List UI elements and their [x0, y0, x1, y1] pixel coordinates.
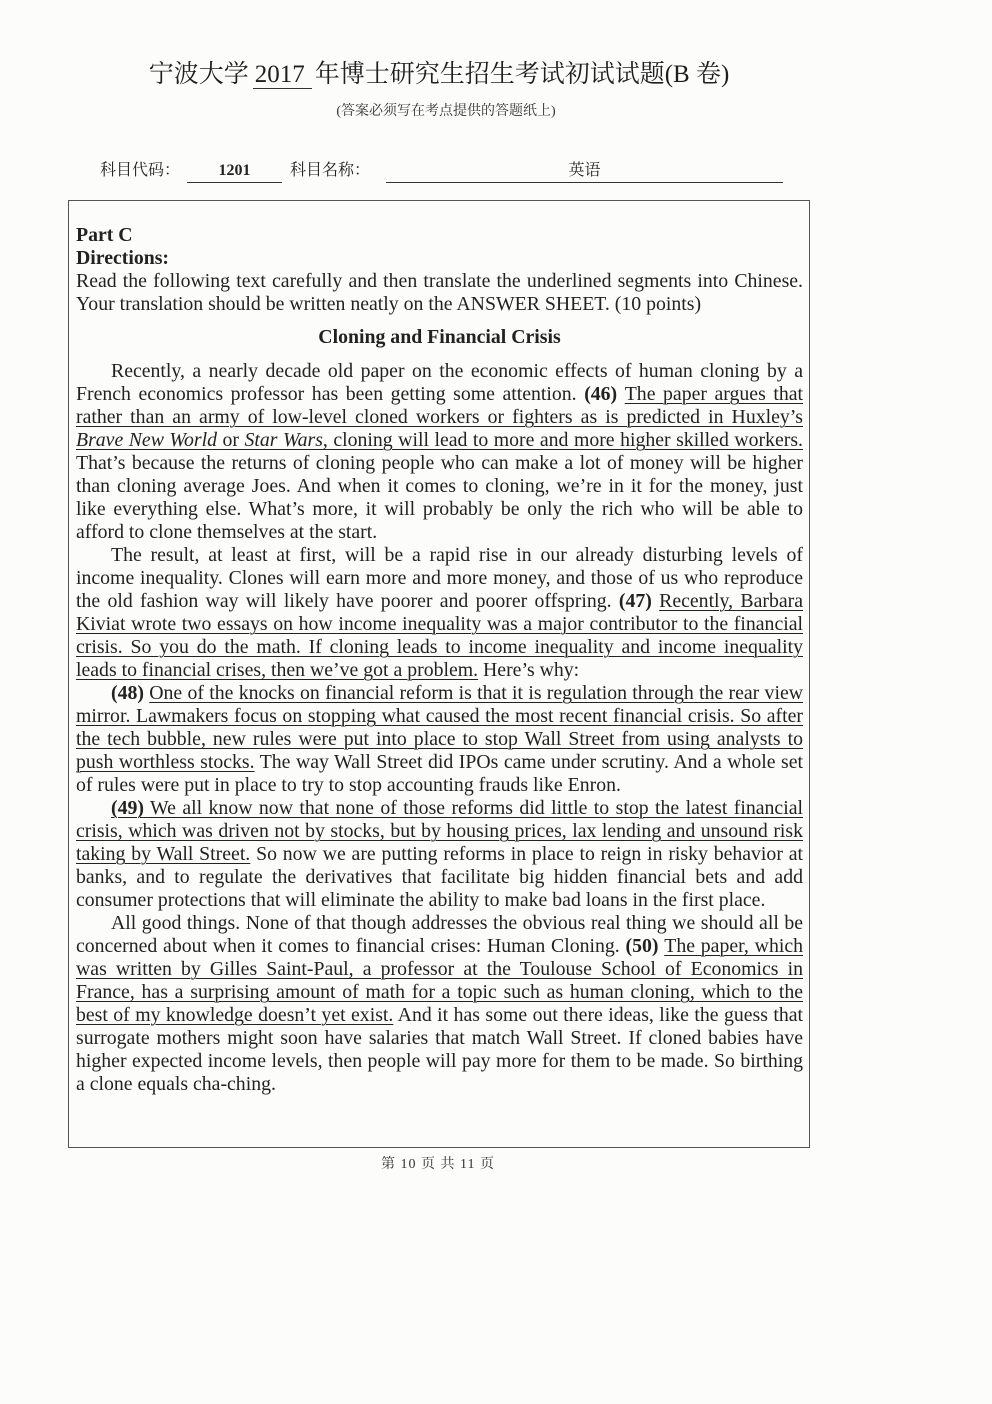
part-label: Part C — [76, 224, 133, 246]
answer-instruction: (答案必须写在考点提供的答题纸上) — [336, 104, 556, 119]
question-number-48: (48) — [111, 682, 150, 704]
plain-text: That’s because the returns of cloning people who can make a lot of money will be higher than cloning average Joes. And when it comes to cloning, we’re in it for the money, just like everything else. What’s more, it will probably be only the rich who will be able to afford to clone themselves at the start. — [76, 452, 803, 543]
passage-title: Cloning and Financial Crisis — [318, 326, 561, 348]
translation-segment-47: Recently, Barbara Kiviat wrote two essays on how income inequality was a major contributor to the financial crisis. So you do the math. If cloning leads to income inequality and income inequality leads to financial crises, then we’ve got a problem. — [76, 590, 803, 681]
plain-text: So now we are putting reforms in place to reign in risky behavior at banks, and to regulate the derivatives that facilitate big hidden financial bets and add consumer protections that will eliminate the ability to make bad loans in the first place. — [76, 843, 803, 911]
plain-text: And it has some out there ideas, like the guess that surrogate mothers might soon have salaries that match Wall Street. If cloned babies have higher expected income levels, then people will pay more for them to be made. So birthing a clone equals cha-ching. — [76, 1004, 803, 1095]
plain-text: The way Wall Street did IPOs came under scrutiny. And a whole set of rules were put in place to try to stop accounting frauds like Enron. — [76, 751, 804, 796]
underlined-text: , cloning will lead to more and more higher skilled workers. — [322, 429, 804, 451]
question-number-49: (49) — [111, 797, 144, 819]
paragraph-4 — [76, 797, 803, 912]
subject-name-field: 英语 — [386, 160, 783, 183]
subject-code-field: 1201 — [187, 160, 282, 183]
italic-title-star-wars: Star Wars — [244, 429, 323, 451]
plain-text: Recently, a nearly decade old paper on the economic effects of human cloning by a French economics professor has been getting some attention. — [76, 360, 803, 405]
directions-label: Directions: — [76, 247, 170, 269]
italic-title-brave-new-world: Brave New World — [76, 429, 218, 451]
question-number-47: (47) — [618, 590, 660, 612]
paragraph-2 — [76, 544, 803, 682]
paragraph-3 — [76, 682, 803, 797]
paragraph-1 — [76, 360, 803, 544]
subject-code-label: 科目代码： — [100, 162, 181, 179]
underlined-text: The paper argues that rather than an army of low-level cloned workers or fighters as is predicted in Huxley’s — [76, 383, 804, 428]
title-exam-name: 年博士研究生招生考试初试试题(B 卷) — [314, 61, 730, 88]
underlined-text: or — [217, 429, 245, 451]
title-university: 宁波大学 — [148, 61, 249, 88]
question-box — [68, 200, 810, 1148]
plain-text: The result, at least at first, will be a rapid rise in our already disturbing levels of income inequality. Clones will earn more and more money, and those of us who reproduce the old fashion way will likely have poorer and poorer offspring. — [76, 544, 803, 612]
subject-name-label: 科目名称： — [290, 162, 371, 179]
question-number-50: (50) — [625, 935, 665, 957]
paragraph-5 — [76, 912, 803, 1096]
exam-title — [0, 60, 878, 90]
directions-text: Read the following text carefully and then translate the underlined segments into Chinese. Your translation should be written neatly on the ANSWER SHEET. (10 points) — [76, 270, 803, 315]
question-number-46: (46) — [584, 383, 625, 405]
plain-text: All good things. None of that though addresses the obvious real thing we should all be concerned about when it comes to financial crises: Human Cloning. — [76, 912, 803, 957]
page-number: 第 10 页 共 11 页 — [381, 1157, 495, 1172]
translation-segment-49: We all know now that none of those reforms did little to stop the latest financial crisis, which was driven not by stocks, but by housing prices, lax lending and unsound risk taking by Wall Street. — [76, 797, 803, 865]
plain-text: Here’s why: — [478, 659, 580, 681]
translation-segment-50: The paper, which was written by Gilles Saint-Paul, a professor at the Toulouse School of Economics in France, has a surprising amount of math for a topic such as human cloning, which to the best of my knowledge doesn’t yet exist. — [76, 935, 803, 1026]
translation-segment-48: One of the knocks on financial reform is that it is regulation through the rear view mirror. Lawmakers focus on stopping what caused the most recent financial crisis. So after the tech bubble, new rules were put into place to stop Wall Street from using analysts to push worthless stocks. — [76, 682, 804, 773]
title-year: 2017 — [253, 61, 312, 89]
